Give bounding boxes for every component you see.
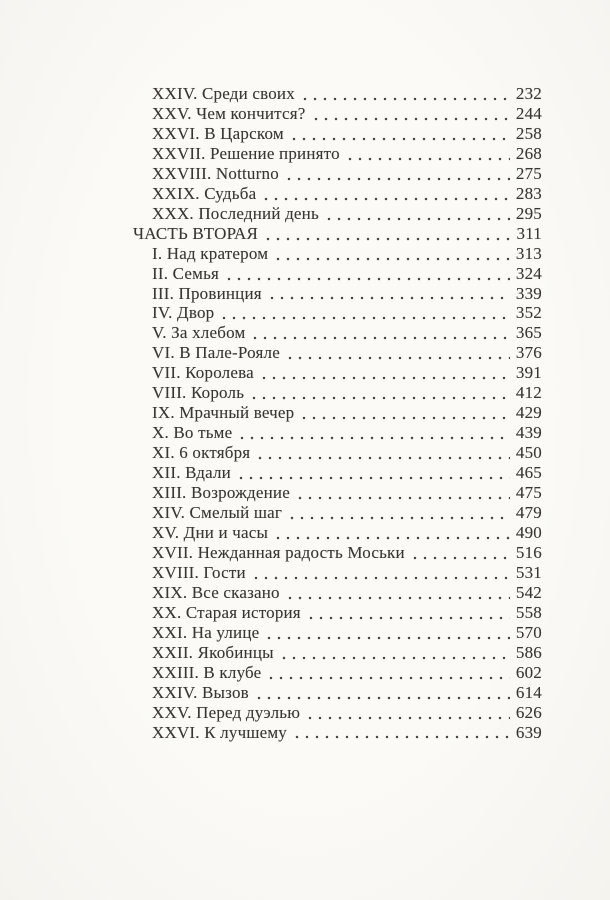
dot-leader xyxy=(259,363,510,383)
toc-row xyxy=(133,383,542,403)
toc-entry-label: II. Семья xyxy=(152,263,220,283)
toc-entry-page: 439 xyxy=(515,423,542,443)
toc-row xyxy=(133,403,542,423)
toc-entry-page: 639 xyxy=(515,722,542,742)
toc-entry-page: 475 xyxy=(515,483,542,503)
toc-entry-page: 626 xyxy=(515,702,542,722)
dot-leader xyxy=(264,623,510,643)
toc-entry-page: 570 xyxy=(515,622,542,642)
toc-entry-page: 542 xyxy=(515,582,542,602)
toc-row xyxy=(133,104,542,124)
toc-row xyxy=(133,703,542,723)
toc-row xyxy=(133,264,542,284)
toc-row xyxy=(133,663,542,683)
toc-row xyxy=(133,124,542,144)
toc-row xyxy=(133,144,542,164)
toc-row xyxy=(133,503,542,523)
toc-entry-label: XXIII. В клубе xyxy=(152,662,262,682)
toc-row xyxy=(133,284,542,304)
dot-leader xyxy=(279,643,510,663)
toc-part-label: ЧАСТЬ ВТОРАЯ xyxy=(133,223,259,243)
dot-leader xyxy=(324,204,510,224)
toc-entry-page: 602 xyxy=(515,662,542,682)
toc-row xyxy=(133,84,542,104)
dot-leader xyxy=(285,583,510,603)
dot-leader xyxy=(284,164,510,184)
toc-entry-label: XXIV. Среди своих xyxy=(152,84,295,103)
toc-entry-label: XXVIII. Notturno xyxy=(152,163,279,183)
toc-row xyxy=(133,323,542,343)
toc-entry-label: XI. 6 октября xyxy=(152,443,251,463)
toc-entry-page: 614 xyxy=(515,682,542,702)
toc-entry-label: XIV. Смелый шаг xyxy=(152,503,283,523)
dot-leader xyxy=(250,323,510,343)
toc-entry-label: XX. Старая история xyxy=(152,602,301,622)
toc-entry-page: 352 xyxy=(515,303,542,323)
toc-entry-page: 258 xyxy=(515,123,542,143)
toc-row xyxy=(133,583,542,603)
toc-entry-page: 365 xyxy=(515,323,542,343)
toc-entry-label: VII. Королева xyxy=(152,363,254,383)
toc-entry-page: 275 xyxy=(515,163,542,183)
toc-entry-page: 516 xyxy=(515,542,542,562)
toc-entry-label: X. Во тьме xyxy=(152,423,233,443)
toc-entry-label: XV. Дни и часы xyxy=(152,522,269,542)
toc-entry-page: 244 xyxy=(515,103,542,123)
toc-entry-label: VIII. Король xyxy=(152,383,245,403)
dot-leader xyxy=(273,523,510,543)
toc-entry-page: 412 xyxy=(515,383,542,403)
toc-entry-label: XXV. Чем кончится? xyxy=(152,103,306,123)
toc-row xyxy=(133,303,542,323)
toc-row xyxy=(133,603,542,623)
toc-entry-page: 339 xyxy=(515,283,542,303)
dot-leader xyxy=(237,423,510,443)
dot-leader xyxy=(263,224,510,244)
toc-entry-label: XXVI. К лучшему xyxy=(152,722,288,742)
toc-entry-label: XXV. Перед дуэлью xyxy=(152,702,301,722)
toc-entry-label: XXII. Якобинцы xyxy=(152,642,274,662)
toc-row xyxy=(133,204,542,224)
toc-entry-page: 465 xyxy=(515,463,542,483)
dot-leader xyxy=(287,503,510,523)
dot-leader xyxy=(289,124,510,144)
toc-row xyxy=(133,723,542,743)
toc-row xyxy=(133,184,542,204)
dot-leader xyxy=(300,84,510,104)
dot-leader xyxy=(299,403,510,423)
dot-leader xyxy=(410,543,510,563)
dot-leader xyxy=(255,443,510,463)
toc-entry-page: 311 xyxy=(516,223,542,243)
toc-row xyxy=(133,483,542,503)
toc-entry-label: IV. Двор xyxy=(152,303,215,323)
toc-entry-label: IX. Мрачный вечер xyxy=(152,403,295,423)
dot-leader xyxy=(295,483,510,503)
dot-leader xyxy=(267,284,510,304)
toc-row xyxy=(133,463,542,483)
toc-entry-label: XXX. Последний день xyxy=(152,203,319,223)
toc-entry-label: XXIX. Судьба xyxy=(152,183,257,203)
toc-entry-label: XXVII. Решение принято xyxy=(152,143,340,163)
dot-leader xyxy=(249,383,510,403)
toc-row xyxy=(133,363,542,383)
dot-leader xyxy=(306,603,510,623)
dot-leader xyxy=(345,144,510,164)
dot-leader xyxy=(273,244,510,264)
toc-row xyxy=(133,623,542,643)
toc-entry-page: 531 xyxy=(515,562,542,582)
toc-entry-label: XIII. Возрождение xyxy=(152,483,290,503)
toc-entry-label: XXIV. Вызов xyxy=(152,682,249,702)
toc-entry-page: 450 xyxy=(515,443,542,463)
toc-row xyxy=(133,683,542,703)
toc-row xyxy=(133,244,542,264)
toc-entry-label: XIX. Все сказано xyxy=(152,582,280,602)
toc-row xyxy=(133,164,542,184)
toc-entry-label: XII. Вдали xyxy=(152,463,231,483)
toc-row xyxy=(133,543,542,563)
dot-leader xyxy=(311,104,510,124)
toc-part-row xyxy=(133,224,542,244)
toc-entry-page: 479 xyxy=(515,503,542,523)
dot-leader xyxy=(236,463,510,483)
toc-entry-label: XVIII. Гости xyxy=(152,562,246,582)
toc-entry-page: 558 xyxy=(515,602,542,622)
toc-row xyxy=(133,343,542,363)
toc-row xyxy=(133,643,542,663)
dot-leader xyxy=(292,723,510,743)
toc-row xyxy=(133,523,542,543)
toc-entry-page: 391 xyxy=(515,363,542,383)
toc-entry-page: 268 xyxy=(515,143,542,163)
toc-row xyxy=(133,443,542,463)
dot-leader xyxy=(285,343,510,363)
toc-entry-page: 586 xyxy=(515,642,542,662)
toc-entry-label: XXI. На улице xyxy=(152,622,260,642)
toc-entry-page: 283 xyxy=(515,183,542,203)
toc-entry-label: VI. В Пале-Рояле xyxy=(152,343,280,363)
toc-entry-page: 232 xyxy=(515,84,542,103)
toc-entry-page: 295 xyxy=(515,203,542,223)
dot-leader xyxy=(219,303,510,323)
table-of-contents xyxy=(133,84,542,742)
dot-leader xyxy=(266,663,510,683)
toc-entry-page: 313 xyxy=(515,243,542,263)
toc-entry-page: 429 xyxy=(515,403,542,423)
toc-entry-page: 376 xyxy=(515,343,542,363)
toc-row xyxy=(133,423,542,443)
toc-entry-label: I. Над кратером xyxy=(152,243,269,263)
toc-entry-page: 324 xyxy=(515,263,542,283)
toc-entry-label: XXVI. В Царском xyxy=(152,123,284,143)
toc-row xyxy=(133,563,542,583)
dot-leader xyxy=(254,683,510,703)
dot-leader xyxy=(251,563,510,583)
dot-leader xyxy=(305,703,510,723)
dot-leader xyxy=(261,184,510,204)
toc-entry-page: 490 xyxy=(515,522,542,542)
dot-leader xyxy=(224,264,510,284)
toc-entry-label: III. Провинция xyxy=(152,283,262,303)
toc-entry-label: V. За хлебом xyxy=(152,323,246,343)
toc-entry-label: XVII. Нежданная радость Моськи xyxy=(152,542,405,562)
